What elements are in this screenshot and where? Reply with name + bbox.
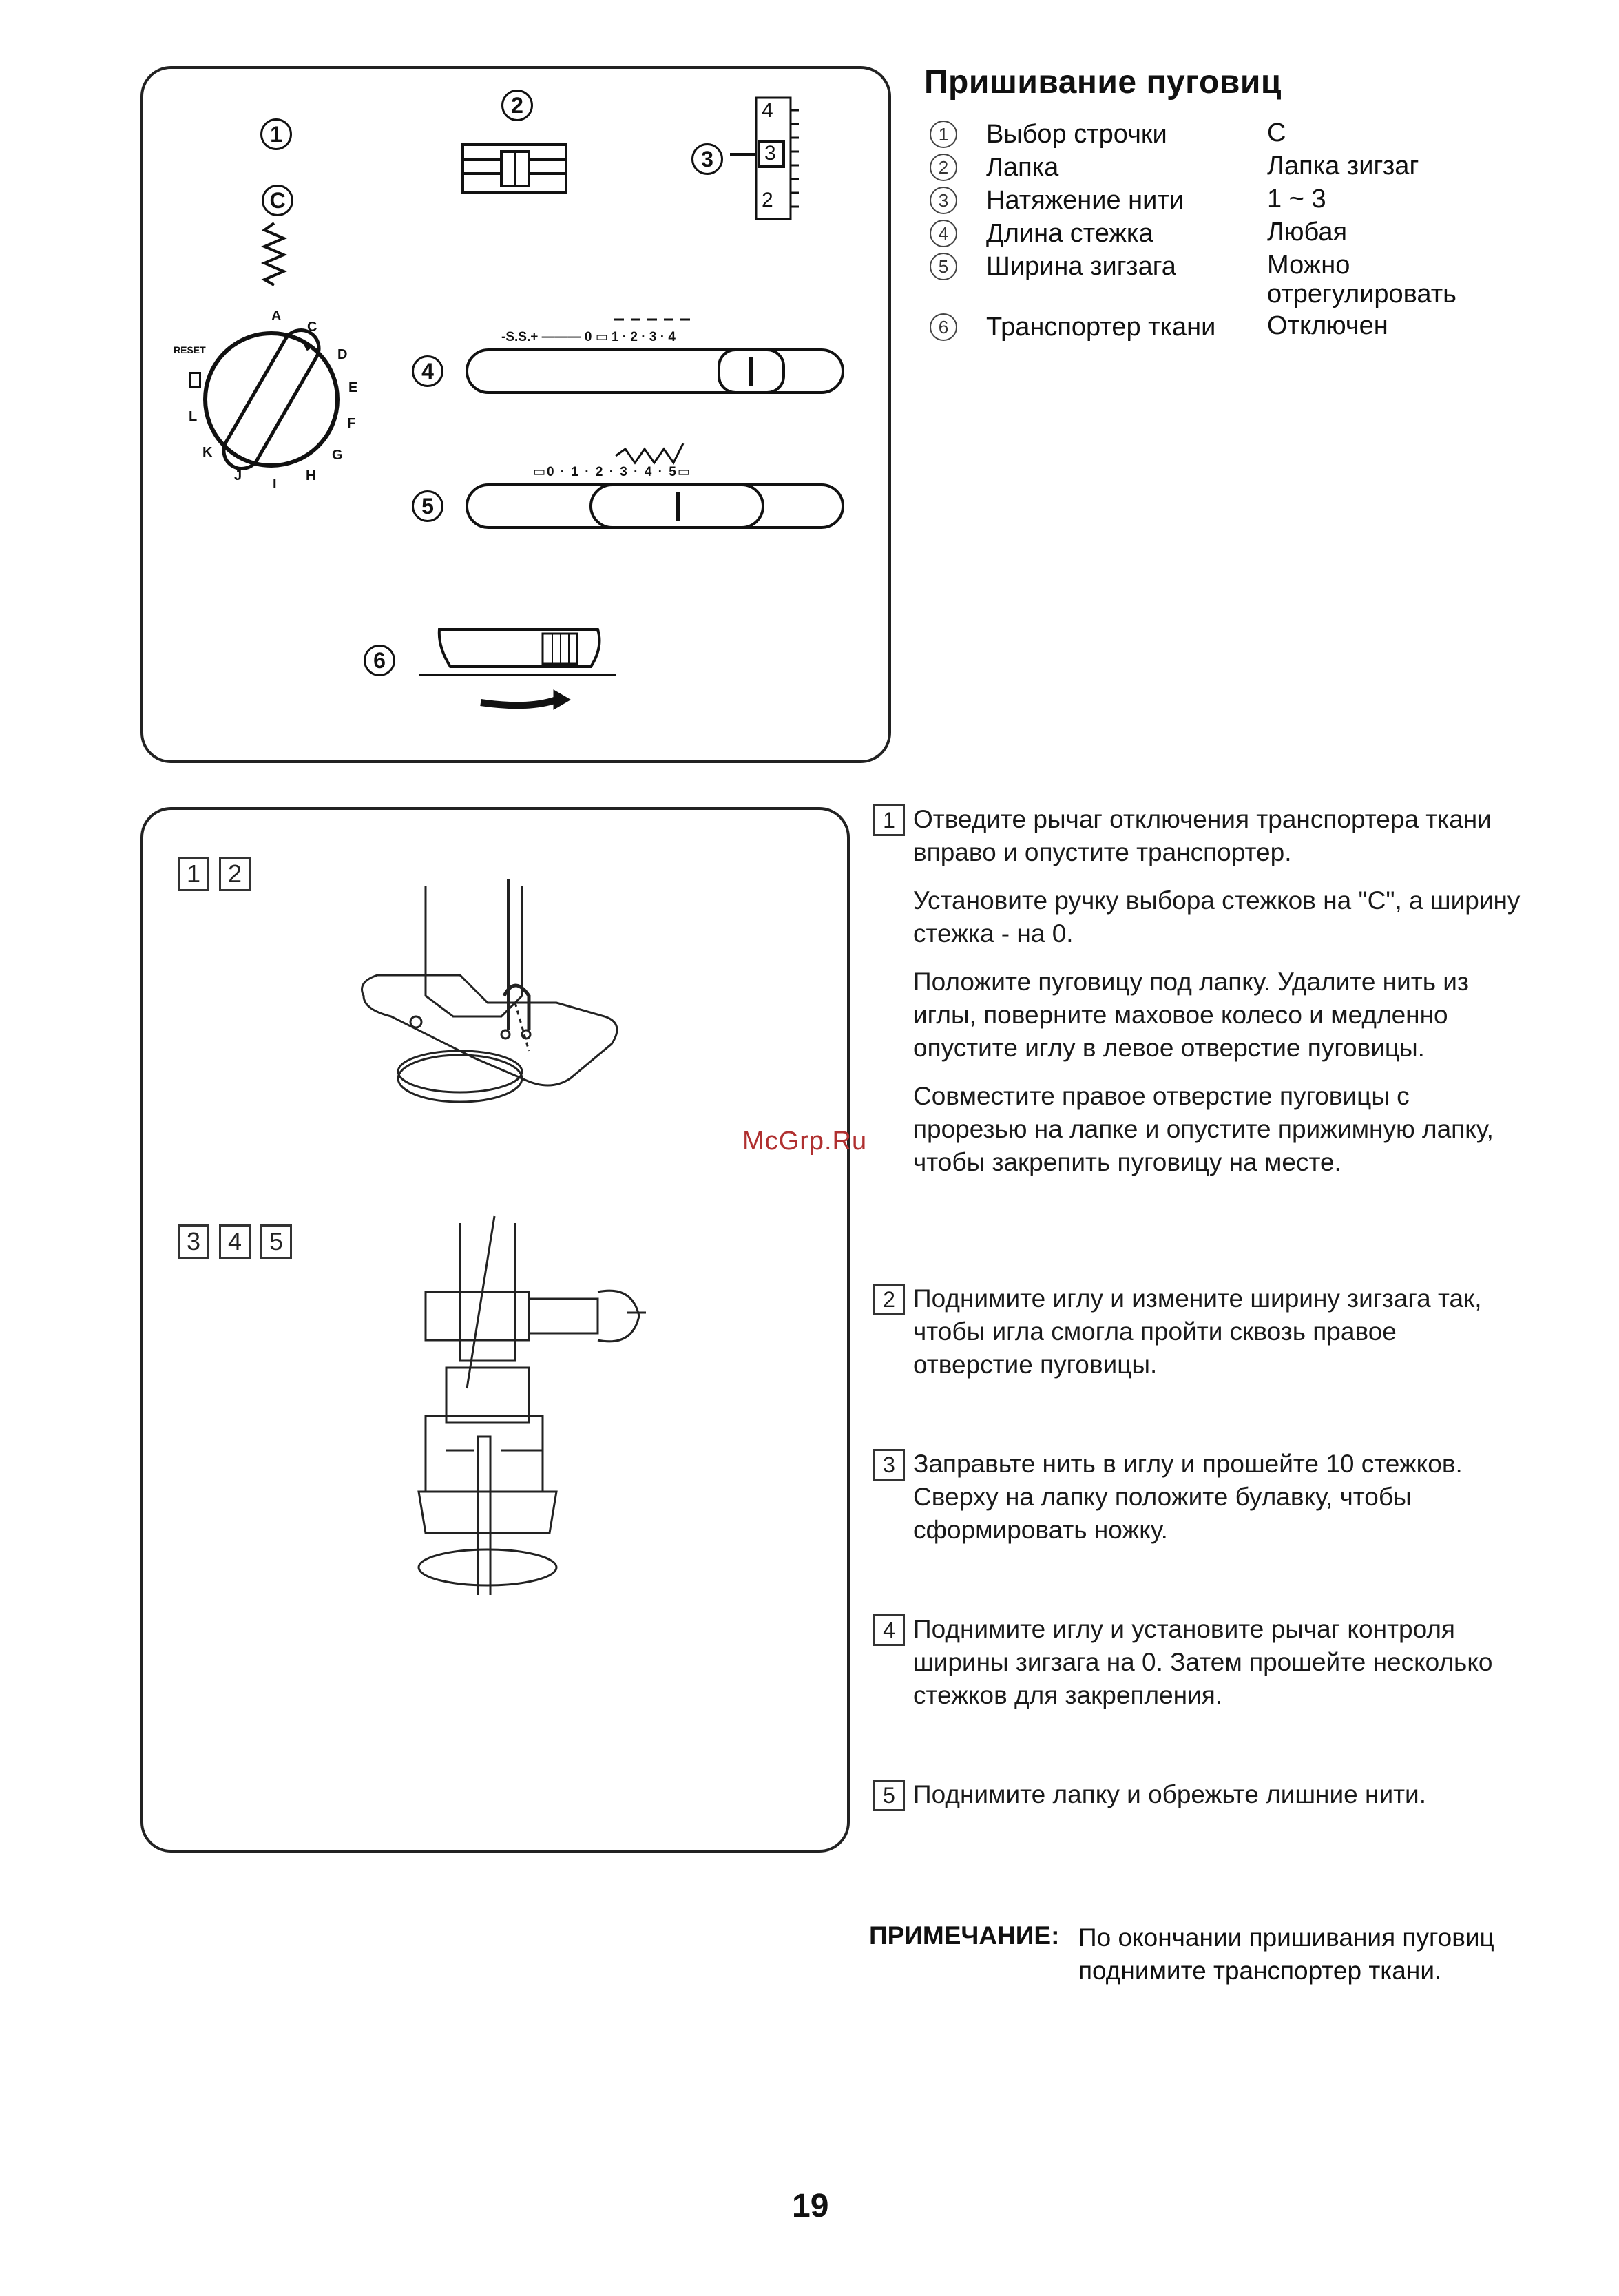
page-number: 19 [792, 2188, 829, 2224]
step-3 [873, 1448, 1521, 1562]
settings-diagram-panel [140, 66, 891, 763]
step-paragraph: Отведите рычаг отключения транспортера ткани вправо и опустите транспортер. [913, 805, 1492, 866]
step-ref-2: 2 [219, 857, 251, 891]
dial-reset-label: RESET [174, 344, 206, 355]
step-ref-5: 5 [260, 1224, 292, 1259]
step-ref-3: 3 [178, 1224, 209, 1259]
settings-row-number: 3 [930, 187, 957, 214]
pattern-c-badge: C [262, 185, 293, 216]
feed-dog-lever-icon [419, 629, 616, 709]
settings-row-label: Лапка [986, 153, 1059, 182]
callout-thread-tension: 3 [691, 143, 723, 175]
pin-shank-illustration [405, 1209, 680, 1595]
step-1 [873, 803, 1521, 1194]
zigzag-width-scale: ▭0 · 1 · 2 · 3 · 4 · 5▭ [533, 465, 691, 479]
zigzag-width-slider-icon [467, 443, 843, 528]
dial-letter-d: D [337, 347, 348, 362]
illustration-a-labels [178, 857, 260, 891]
settings-row-value: Лапка зигзаг [1267, 152, 1419, 180]
settings-row-label: Выбор строчки [986, 120, 1167, 149]
settings-row-value: Любая [1267, 218, 1348, 247]
dial-letter-l: L [189, 409, 198, 424]
illustrations-panel [140, 807, 850, 1853]
step-number: 4 [873, 1614, 905, 1646]
dial-letter-f: F [347, 416, 356, 431]
settings-row-number: 5 [930, 253, 957, 280]
step-2 [873, 1282, 1521, 1397]
settings-row-number: 1 [930, 121, 957, 148]
step-paragraph: Поднимите иглу и установите рычаг контроля ширины зигзага на 0. Затем прошейте несколько стежков для закрепления. [913, 1615, 1493, 1709]
dial-letter-c: C [307, 320, 317, 335]
settings-row [930, 152, 1536, 185]
step-ref-4: 4 [219, 1224, 251, 1259]
step-paragraph: Заправьте нить в иглу и прошейте 10 стежков. Сверху на лапку положите булавку, чтобы сформировать ножку. [913, 1450, 1463, 1544]
settings-row [930, 118, 1536, 152]
step-paragraph: Поднимите лапку и обрежьте лишние нити. [913, 1780, 1427, 1808]
watermark: McGrp.Ru [742, 1127, 868, 1156]
step-number: 1 [873, 804, 905, 836]
tension-mark-3: 3 [764, 142, 776, 165]
callout-feed-dog: 6 [364, 645, 395, 676]
settings-row-value: Можно отрегулировать [1267, 251, 1456, 309]
dial-letter-k: K [202, 445, 213, 460]
pattern-c-zigzag-icon [264, 223, 284, 285]
note-text: По окончании пришивания пуговиц поднимите транспортер ткани. [1078, 1923, 1494, 1985]
settings-row-label: Натяжение нити [986, 186, 1184, 215]
dial-letter-e: E [348, 380, 358, 395]
callout-stitch-length: 4 [412, 355, 443, 387]
dial-buttonhole-icon [189, 372, 201, 388]
step-paragraph: Положите пуговицу под лапку. Удалите нить из иглы, поверните маховое колесо и медленно опустите иглу в левое отверстие пуговицы. [913, 968, 1469, 1062]
button-under-foot-illustration [350, 872, 694, 1120]
settings-row-value: 1 ~ 3 [1267, 185, 1326, 213]
dial-letter-h: H [306, 468, 316, 483]
step-number: 3 [873, 1449, 905, 1481]
settings-row-number: 6 [930, 313, 957, 341]
settings-diagram [143, 69, 888, 760]
settings-row-value: C [1267, 118, 1286, 147]
tension-mark-2: 2 [762, 189, 773, 211]
step-ref-1: 1 [178, 857, 209, 891]
step-paragraph: Поднимите иглу и измените ширину зигзага так, чтобы игла смогла пройти сквозь правое отверстие пуговицы. [913, 1284, 1482, 1379]
settings-table [930, 118, 1536, 344]
step-5 [873, 1778, 1521, 1826]
step-paragraph: Установите ручку выбора стежков на "C", а ширину стежка - на 0. [913, 886, 1521, 948]
zigzag-foot-icon [463, 145, 566, 193]
tension-mark-4: 4 [762, 99, 773, 122]
callout-pattern-selector: 1 [260, 118, 292, 150]
settings-row-label: Ширина зигзага [986, 252, 1176, 281]
settings-row-number: 4 [930, 220, 957, 247]
step-number: 5 [873, 1780, 905, 1811]
note-label: ПРИМЕЧАНИЕ: [869, 1921, 1060, 1950]
settings-row [930, 218, 1536, 251]
settings-row-label: Длина стежка [986, 219, 1153, 248]
pattern-selector-dial-icon [205, 324, 337, 475]
settings-row [930, 311, 1536, 344]
settings-row [930, 185, 1536, 218]
step-number: 2 [873, 1284, 905, 1315]
settings-row-value: Отключен [1267, 311, 1388, 340]
dial-letter-j: J [234, 468, 242, 483]
settings-row [930, 251, 1536, 311]
settings-row-label: Транспортер ткани [986, 313, 1216, 342]
step-4 [873, 1613, 1521, 1727]
dial-letter-i: I [273, 477, 277, 492]
dial-letter-a: A [271, 309, 282, 324]
dial-letter-g: G [332, 448, 343, 463]
callout-presser-foot: 2 [501, 90, 533, 121]
page-title: Пришивание пуговиц [924, 64, 1282, 101]
callout-zigzag-width: 5 [412, 490, 443, 522]
settings-row-number: 2 [930, 154, 957, 181]
illustration-b-labels [178, 1224, 302, 1259]
stitch-length-scale: -S.S.+ ——— 0 ▭ 1 · 2 · 3 · 4 [501, 330, 676, 344]
step-paragraph: Совместите правое отверстие пуговицы с прорезью на лапке и опустите прижимную лапку, чтобы закрепить пуговицу на месте. [913, 1082, 1494, 1176]
